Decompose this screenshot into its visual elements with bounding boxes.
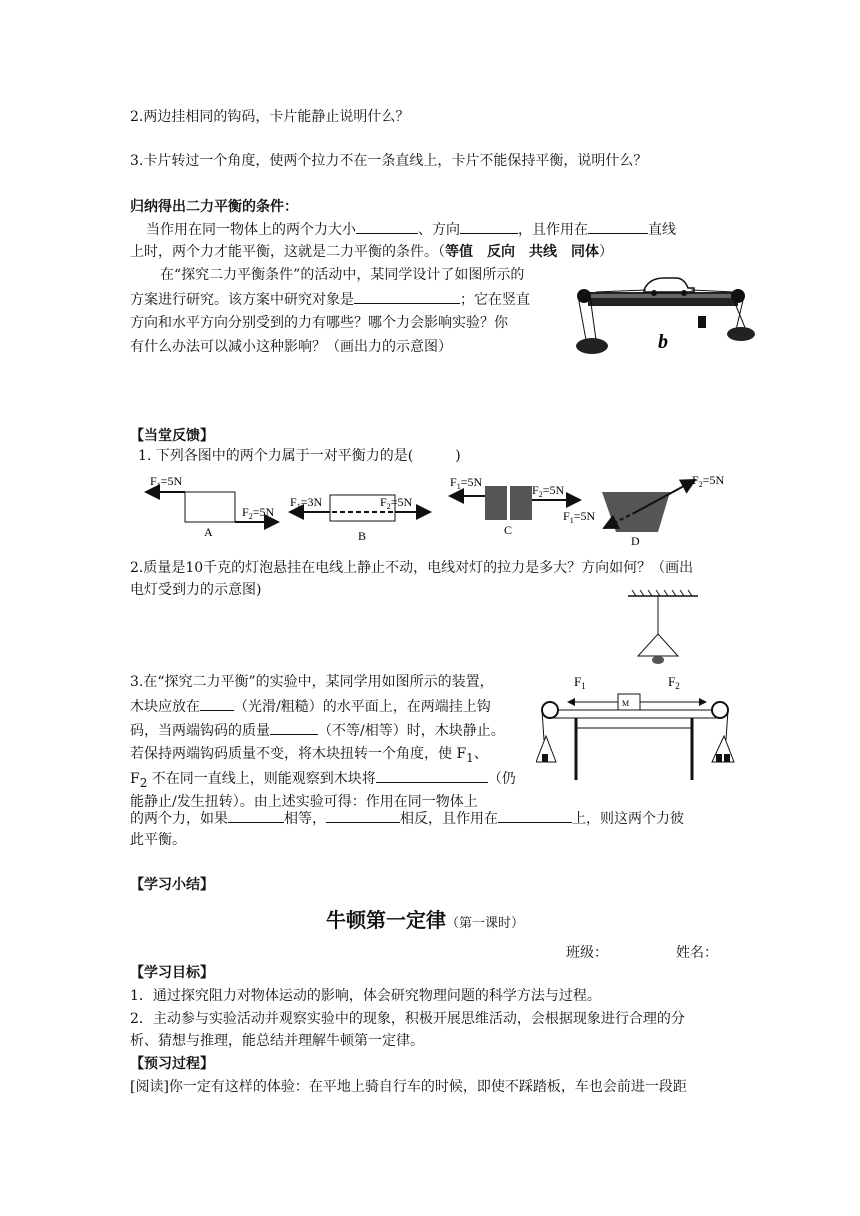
right-hanger bbox=[712, 736, 734, 762]
car-question-line-1: 在“探究二力平衡条件”的活动中，某同学设计了如图所示的 bbox=[160, 267, 525, 283]
lesson-title-row bbox=[326, 904, 524, 933]
goal-2-line-2: 析、猜想与推理，能总结并理解牛顿第一定律。 bbox=[130, 1033, 424, 1049]
feedback-q3-line-3: 码，当两端钩码的质量 （不等/相等）时，木块静止。 bbox=[130, 720, 530, 741]
study-summary-heading: 【学习小结】 bbox=[130, 877, 214, 893]
option-a-box bbox=[185, 492, 235, 522]
feedback-q3-line-2: 木块应放在 （光滑/粗糙）的水平面上，在两端挂上钩 bbox=[130, 696, 530, 717]
table-pulley-figure bbox=[536, 670, 736, 786]
left-pan bbox=[576, 338, 608, 354]
feedback-heading: 【当堂反馈】 bbox=[130, 428, 214, 444]
feedback-q3-line-4: 若保持两端钩码质量不变，将木块扭转一个角度，使 $F_1$、 bbox=[130, 746, 488, 765]
feedback-q3-line-1: 3.在“探究二力平衡”的实验中，某同学用如图所示的装置， bbox=[130, 674, 494, 690]
svg-text:F2=5N: $F_2=5N$ bbox=[692, 473, 725, 489]
left-pulley bbox=[542, 702, 558, 718]
svg-text:F2=5N: $F_2=5N$ bbox=[380, 495, 413, 511]
goal-1: 1．通过探究阻力对物体运动的影响，体会研究物理问题的科学方法与过程。 bbox=[130, 988, 601, 1004]
car-question-line-4: 有什么办法可以减小这种影响？（画出力的示意图） bbox=[130, 339, 452, 355]
svg-text:M: M bbox=[622, 699, 630, 708]
lesson-subtitle: （第一课时） bbox=[446, 916, 525, 931]
svg-text:F1=5N: $F_1=5N$ bbox=[450, 475, 483, 491]
feedback-q2-line-1: 2.质量是10千克的灯泡悬挂在电线上静止不动，电线对灯的拉力是多大？方向如何？（画出 bbox=[130, 560, 694, 576]
feedback-q3-line-7: 的两个力，如果 相等， 相反，且作用在 上，则这两个力彼 bbox=[130, 808, 730, 829]
lesson-title: 牛顿第一定律 bbox=[326, 908, 446, 932]
svg-text:F2: $F_2$ bbox=[668, 674, 680, 691]
feedback-q3-line-5: $F_2$ 不在同一直线上，则能观察到木块将 （仍 bbox=[130, 768, 530, 793]
feedback-q3-line-6: 能静止/发生扭转）。由上述实验可得：作用在同一物体上 bbox=[130, 794, 478, 810]
svg-text:F1: $F_1$ bbox=[574, 674, 586, 691]
car-question-line-2: 方案进行研究。该方案中研究对象是 ；它在竖直 bbox=[130, 289, 730, 310]
option-c-label: C bbox=[504, 523, 513, 537]
feedback-q2-line-2: 电灯受到力的示意图) bbox=[130, 582, 262, 598]
toy-car bbox=[644, 278, 694, 292]
reading-text: [阅读]你一定有这样的体验：在平地上骑自行车的时候，即使不踩踏板，车也会前进一段距 bbox=[130, 1079, 687, 1095]
right-pan bbox=[727, 327, 755, 341]
summary-heading: 归纳得出二力平衡的条件： bbox=[130, 199, 298, 215]
force-options-figure bbox=[140, 470, 740, 550]
option-b-label: B bbox=[358, 529, 367, 543]
option-d-label: D bbox=[631, 534, 640, 548]
svg-text:F2=5N: $F_2=5N$ bbox=[242, 505, 275, 521]
class-label: 班级： bbox=[566, 945, 608, 961]
summary-line-2: 上时，两个力才能平衡，这就是二力平衡的条件。（等值 反向 共线 同体） bbox=[130, 244, 613, 260]
name-label: 姓名： bbox=[676, 945, 718, 961]
bulb bbox=[652, 656, 664, 664]
svg-text:F1=5N: $F_1=5N$ bbox=[563, 509, 596, 525]
svg-text:F2=5N: $F_2=5N$ bbox=[532, 483, 565, 499]
figure-label: b bbox=[658, 331, 668, 353]
question-3: 3.卡片转过一个角度，使两个拉力不在一条直线上，卡片不能保持平衡，说明什么？ bbox=[130, 153, 648, 169]
feedback-q3-line-8: 此平衡。 bbox=[130, 832, 186, 848]
option-c-block-left bbox=[485, 486, 507, 520]
goal-2-line-1: 2．主动参与实验活动并观察实验中的现象，积极开展思维活动，会根据现象进行合理的分 bbox=[130, 1011, 685, 1027]
feedback-q1: 1. 下列各图中的两个力属于一对平衡力的是( ) bbox=[138, 448, 461, 464]
car-question-line-3: 方向和水平方向分别受到的力有哪些？哪个力会影响实验？你 bbox=[130, 315, 508, 331]
preview-heading: 【预习过程】 bbox=[130, 1056, 214, 1072]
right-pulley bbox=[712, 702, 728, 718]
svg-text:F1=5N: $F_1=5N$ bbox=[150, 474, 183, 490]
option-a-label: A bbox=[204, 525, 213, 539]
lamp-figure bbox=[618, 588, 708, 668]
question-2: 2.两边挂相同的钩码，卡片能静止说明什么？ bbox=[130, 109, 410, 125]
option-c-block-right bbox=[510, 486, 532, 520]
goals-heading: 【学习目标】 bbox=[130, 965, 214, 981]
summary-line-1: 当作用在同一物体上的两个力大小 、方向 ，且作用在 直线 bbox=[146, 219, 746, 240]
car-experiment-figure bbox=[566, 270, 756, 370]
svg-text:F1=3N: $F_1=3N$ bbox=[290, 495, 323, 511]
table-top bbox=[552, 710, 718, 718]
lamp-shade bbox=[638, 634, 678, 656]
